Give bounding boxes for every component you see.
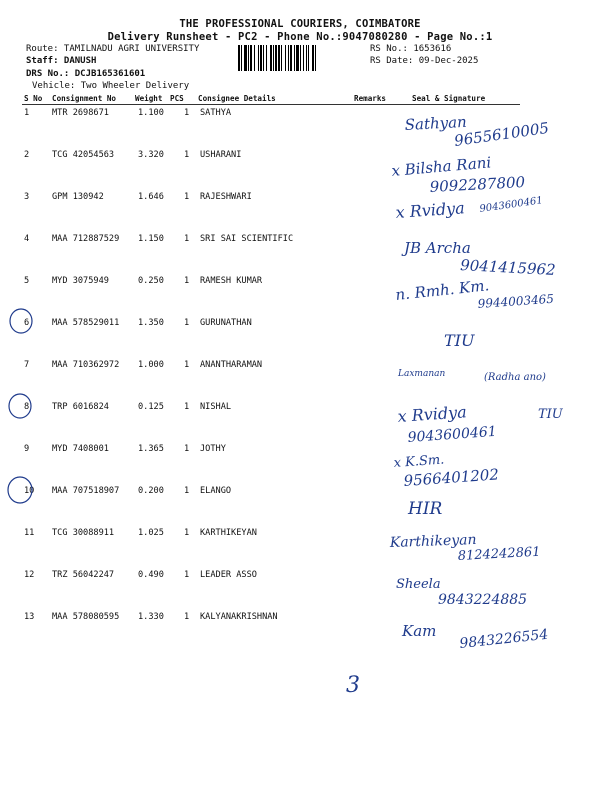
vehicle-label: Vehicle: Two Wheeler Delivery [32, 81, 190, 91]
row-weight: 1.150 [138, 234, 164, 244]
row-pcs: 1 [184, 234, 190, 244]
runsheet-subtitle: Delivery Runsheet - PC2 - Phone No.:9047080280 - Page No.:1 [107, 31, 493, 43]
row-weight: 1.365 [138, 444, 164, 454]
row-sno: 13 [24, 612, 35, 622]
row-pcs: 1 [184, 570, 190, 580]
col-weight: Weight [135, 94, 163, 103]
row-consignee: NISHAL [200, 402, 232, 412]
row-consignee: KARTHIKEYAN [200, 528, 257, 538]
row-weight: 3.320 [138, 150, 164, 160]
company-title: THE PROFESSIONAL COURIERS, COIMBATORE [179, 18, 421, 30]
row-consignment-no: TRZ 56042247 [52, 570, 115, 580]
row-pcs: 1 [184, 192, 190, 202]
row-weight: 1.350 [138, 318, 164, 328]
row-consignee: SATHYA [200, 108, 232, 118]
mark-8: TIU [538, 407, 563, 422]
row-sno: 5 [24, 276, 30, 286]
row-weight: 1.646 [138, 192, 164, 202]
signature-11: Karthikeyan [389, 531, 477, 551]
row-pcs: 1 [184, 528, 190, 538]
row-weight: 0.200 [138, 486, 164, 496]
row-consignee: JOTHY [200, 444, 226, 454]
header-divider [22, 104, 520, 105]
row-sno: 7 [24, 360, 30, 370]
row-pcs: 1 [184, 108, 190, 118]
row-consignee: USHARANI [200, 150, 242, 160]
phone-3: 9043600461 [478, 195, 544, 215]
signature-12: Sheela [396, 577, 441, 592]
row-pcs: 1 [184, 318, 190, 328]
col-sno: S No [24, 94, 43, 103]
row-weight: 0.250 [138, 276, 164, 286]
col-remarks: Remarks [354, 94, 387, 103]
rs-date: RS Date: 09-Dec-2025 [370, 56, 479, 66]
table-row [0, 276, 600, 318]
signature-7: Laxmanan [398, 369, 446, 379]
row-weight: 0.490 [138, 570, 164, 580]
signature-9: x K.Sm. [393, 452, 445, 471]
row-sno: 1 [24, 108, 30, 118]
rs-number: RS No.: 1653616 [370, 44, 452, 54]
row-pcs: 1 [184, 444, 190, 454]
table-row [0, 444, 600, 486]
table-row [0, 234, 600, 276]
phone-8: 9043600461 [407, 423, 498, 446]
row-consignee: GURUNATHAN [200, 318, 252, 328]
row-sno: 10 [24, 486, 35, 496]
signature-6: TIU [444, 331, 475, 350]
row-consignment-no: MAA 707518907 [52, 486, 120, 496]
table-row [0, 360, 600, 402]
row-consignee: RAJESHWARI [200, 192, 252, 202]
row-weight: 1.100 [138, 108, 164, 118]
row-sno: 9 [24, 444, 30, 454]
row-consignee: ELANGO [200, 486, 232, 496]
col-consignee: Consignee Details [198, 94, 276, 103]
row-sno: 4 [24, 234, 30, 244]
signature-1: Sathyan [404, 112, 468, 134]
row-consignment-no: TCG 30088911 [52, 528, 115, 538]
row-consignee: ANANTHARAMAN [200, 360, 263, 370]
table-row [0, 192, 600, 234]
row-pcs: 1 [184, 612, 190, 622]
signature-4: JB Archa [404, 239, 471, 257]
row-sno: 3 [24, 192, 30, 202]
row-pcs: 1 [184, 486, 190, 496]
row-pcs: 1 [184, 360, 190, 370]
row-weight: 1.330 [138, 612, 164, 622]
table-row [0, 612, 600, 654]
row-consignment-no: MTR 2698671 [52, 108, 109, 118]
row-consignment-no: TCG 42054563 [52, 150, 115, 160]
signature-3: x Rvidya [394, 198, 466, 222]
row-consignee: RAMESH KUMAR [200, 276, 263, 286]
page-count-mark: 3 [346, 673, 360, 698]
col-consignment: Consignment No [52, 94, 117, 103]
drs-label: DRS No.: DCJB165361601 [26, 69, 146, 79]
row-pcs: 1 [184, 402, 190, 412]
phone-2: 9092287800 [429, 173, 526, 196]
row-weight: 1.025 [138, 528, 164, 538]
staff-label: Staff: DANUSH [26, 56, 97, 66]
col-seal-signature: Seal & Signature [412, 94, 486, 103]
row-consignment-no: TRP 6016824 [52, 402, 109, 412]
table-row [0, 318, 600, 360]
phone-1: 9655610005 [453, 118, 551, 150]
phone-11: 8124242861 [457, 544, 541, 564]
row-pcs: 1 [184, 150, 190, 160]
row-pcs: 1 [184, 276, 190, 286]
phone-12: 9843224885 [438, 592, 528, 608]
signature-7b: (Radha ano) [484, 372, 546, 383]
route-label: Route: TAMILNADU AGRI UNIVERSITY [26, 44, 200, 54]
row-consignment-no: MAA 710362972 [52, 360, 120, 370]
signature-13: Kam [402, 622, 437, 640]
phone-9: 9566401202 [403, 465, 500, 490]
col-pcs: PCS [170, 94, 184, 103]
signature-10: HIR [408, 499, 443, 519]
row-consignment-no: MAA 578080595 [52, 612, 120, 622]
table-row [0, 108, 600, 150]
table-row [0, 570, 600, 612]
row-consignment-no: GPM 130942 [52, 192, 104, 202]
phone-5: 9944003465 [477, 291, 555, 311]
row-sno: 11 [24, 528, 35, 538]
table-row [0, 486, 600, 528]
row-sno: 2 [24, 150, 30, 160]
row-consignee: LEADER ASSO [200, 570, 257, 580]
phone-4: 9041415962 [459, 256, 557, 279]
barcode [238, 45, 366, 71]
signature-5: n. Rmh. Km. [394, 276, 491, 304]
row-consignment-no: MYD 7408001 [52, 444, 109, 454]
row-sno: 12 [24, 570, 35, 580]
row-weight: 0.125 [138, 402, 164, 412]
row-sno: 8 [24, 402, 30, 412]
signature-8: x Rvidya [396, 402, 468, 426]
row-weight: 1.000 [138, 360, 164, 370]
row-consignment-no: MAA 578529011 [52, 318, 120, 328]
phone-13: 9843226554 [458, 626, 550, 652]
row-consignment-no: MAA 712887529 [52, 234, 120, 244]
row-consignee: KALYANAKRISHNAN [200, 612, 278, 622]
row-consignee: SRI SAI SCIENTIFIC [200, 234, 294, 244]
row-sno: 6 [24, 318, 30, 328]
table-row [0, 528, 600, 570]
table-row [0, 150, 600, 192]
table-row [0, 402, 600, 444]
signature-2: x Bilsha Rani [390, 153, 492, 180]
row-consignment-no: MYD 3075949 [52, 276, 109, 286]
